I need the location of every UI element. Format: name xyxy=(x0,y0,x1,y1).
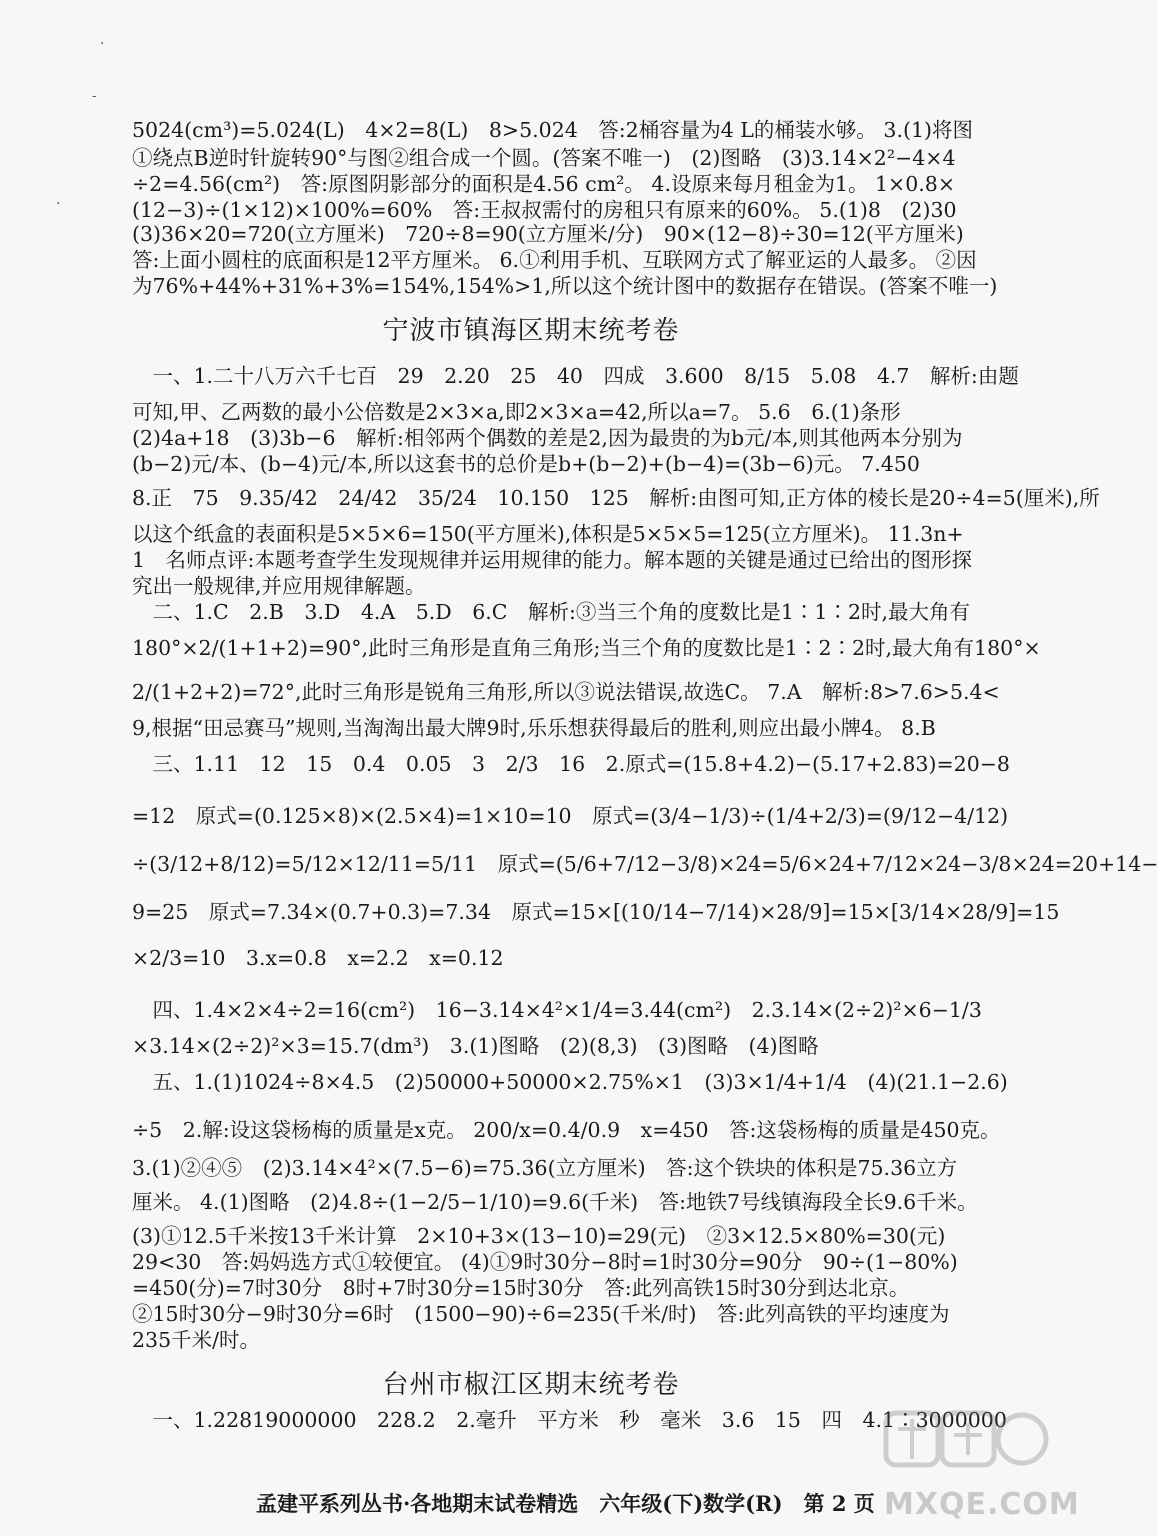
answer-line: 究出一般规律,并应用规律解题。 xyxy=(132,574,426,598)
scan-mark: · xyxy=(56,196,61,212)
answer-line: 1 名师点评:本题考查学生发现规律并运用规律的能力。解本题的关键是通过已给出的图形探 xyxy=(132,548,972,572)
answer-line: ÷5 2.解:设这袋杨梅的质量是x克。 200/x=0.4/0.9 x=450 答:这袋杨梅的质量是450克。 xyxy=(132,1118,1001,1142)
section-title-zhenhai: 宁波市镇海区期末统考卷 xyxy=(382,316,680,346)
answer-line: ÷2=4.56(cm²) 答:原图阴影部分的面积是4.56 cm²。 4.设原来每月租金为1。 1×0.8× xyxy=(132,172,956,196)
answer-line: (12−3)÷(1×12)×100%=60% 答:王叔叔需付的房租只有原来的60%。 5.(1)8 (2)30 xyxy=(132,198,957,222)
page-footer: 孟建平系列丛书·各地期末试卷精选 六年级(下)数学(R) 第 2 页 xyxy=(256,1491,875,1516)
answer-line: 以这个纸盒的表面积是5×5×6=150(平方厘米),体积是5×5×5=125(立方厘米)。 11.3n+ xyxy=(132,522,964,546)
answer-line: 180°×2/(1+1+2)=90°,此时三角形是直角三角形;当三个角的度数比是1∶2∶2时,最大角有180°× xyxy=(132,636,1041,660)
answer-line: (b−2)元/本、(b−4)元/本,所以这套书的总价是b+(b−2)+(b−4)=(3b−6)元。 7.450 xyxy=(132,452,920,476)
scan-mark: - xyxy=(92,88,97,104)
answer-line: 三、1.11 12 15 0.4 0.05 3 2/3 16 2.原式=(15.8+4.2)−(5.17+2.83)=20−8 xyxy=(132,752,1010,776)
scan-mark: · xyxy=(100,36,105,52)
answer-line: 2/(1+2+2)=72°,此时三角形是锐角三角形,所以③说法错误,故选C。 7.A 解析:8>7.6>5.4< xyxy=(132,680,1000,704)
answer-line: 二、1.C 2.B 3.D 4.A 5.D 6.C 解析:③当三个角的度数比是1∶1∶2时,最大角有 xyxy=(132,600,971,624)
section-title-jiaojiang: 台州市椒江区期末统考卷 xyxy=(382,1370,680,1400)
answer-line: 厘米。 4.(1)图略 (2)4.8÷(1−2/5−1/10)=9.6(千米) 答:地铁7号线镇海段全长9.6千米。 xyxy=(132,1190,978,1214)
answer-line: 可知,甲、乙两数的最小公倍数是2×3×a,即2×3×a=42,所以a=7。 5.6 6.(1)条形 xyxy=(132,400,901,424)
answer-line: (3)①12.5千米按13千米计算 2×10+3×(13−10)=29(元) ②3×12.5×80%=30(元) xyxy=(132,1224,946,1248)
answer-line: ①绕点B逆时针旋转90°与图②组合成一个圆。(答案不唯一) (2)图略 (3)3.14×2²−4×4 xyxy=(132,146,956,170)
answer-line: ×3.14×(2÷2)²×3=15.7(dm³) 3.(1)图略 (2)(8,3) (3)图略 (4)图略 xyxy=(132,1034,819,1058)
answer-line: ÷(3/12+8/12)=5/12×12/11=5/11 原式=(5/6+7/12−3/8)×24=5/6×24+7/12×24−3/8×24=20+14− xyxy=(132,852,1158,876)
answer-line: 五、1.(1)1024÷8×4.5 (2)50000+50000×2.75%×1 (3)3×1/4+1/4 (4)(21.1−2.6) xyxy=(132,1070,1008,1094)
stamp-icon xyxy=(880,1405,1050,1495)
answer-line: ×2/3=10 3.x=0.8 x=2.2 x=0.12 xyxy=(132,946,504,970)
answer-line: ②15时30分−9时30分=6时 (1500−90)÷6=235(千米/时) 答:此列高铁的平均速度为 xyxy=(132,1302,950,1326)
answer-line: 四、1.4×2×4÷2=16(cm²) 16−3.14×4²×1/4=3.44(cm²) 2.3.14×(2÷2)²×6−1/3 xyxy=(132,998,982,1022)
answer-line: 5024(cm³)=5.024(L) 4×2=8(L) 8>5.024 答:2桶容量为4 L的桶装水够。 3.(1)将图 xyxy=(132,118,974,142)
answer-line: (3)36×20=720(立方厘米) 720÷8=90(立方厘米/分) 90×(12−8)÷30=12(平方厘米) xyxy=(132,222,964,246)
answer-line: (2)4a+18 (3)3b−6 解析:相邻两个偶数的差是2,因为最贵的为b元/本,则其他两本分别为 xyxy=(132,426,963,450)
answer-line: 9=25 原式=7.34×(0.7+0.3)=7.34 原式=15×[(10/14−7/14)×28/9]=15×[3/14×28/9]=15 xyxy=(132,900,1060,924)
watermark-text: MXQE.COM xyxy=(884,1487,1080,1522)
answer-line: 一、1.22819000000 228.2 2.毫升 平方米 秒 毫米 3.6 15 四 4.1∶3000000 xyxy=(132,1408,1007,1432)
watermark-logo xyxy=(880,1405,1080,1533)
answer-line: 9,根据“田忌赛马”规则,当淘淘出最大牌9时,乐乐想获得最后的胜利,则应出最小牌4。 8.B xyxy=(132,716,936,740)
answer-line: 一、1.二十八万六千七百 29 2.20 25 40 四成 3.600 8/15 5.08 4.7 解析:由题 xyxy=(132,364,1019,388)
answer-line: 235千米/时。 xyxy=(132,1328,261,1352)
answer-line: =450(分)=7时30分 8时+7时30分=15时30分 答:此列高铁15时30分到达北京。 xyxy=(132,1276,910,1300)
answer-line: 答:上面小圆柱的底面积是12平方厘米。 6.①利用手机、互联网方式了解亚运的人最多。 ②因 xyxy=(132,248,977,272)
answer-line: 3.(1)②④⑤ (2)3.14×4²×(7.5−6)=75.36(立方厘米) 答:这个铁块的体积是75.36立方 xyxy=(132,1156,958,1180)
answer-line: =12 原式=(0.125×8)×(2.5×4)=1×10=10 原式=(3/4−1/3)÷(1/4+2/3)=(9/12−4/12) xyxy=(132,804,1009,828)
answer-line: 为76%+44%+31%+3%=154%,154%>1,所以这个统计图中的数据存在错误。(答案不唯一) xyxy=(132,274,998,298)
answer-line: 29<30 答:妈妈选方式①较便宜。 (4)①9时30分−8时=1时30分=90分 90÷(1−80%) xyxy=(132,1250,958,1274)
answer-line: 8.正 75 9.35/42 24/42 35/24 10.150 125 解析:由图可知,正方体的棱长是20÷4=5(厘米),所 xyxy=(132,486,1100,510)
